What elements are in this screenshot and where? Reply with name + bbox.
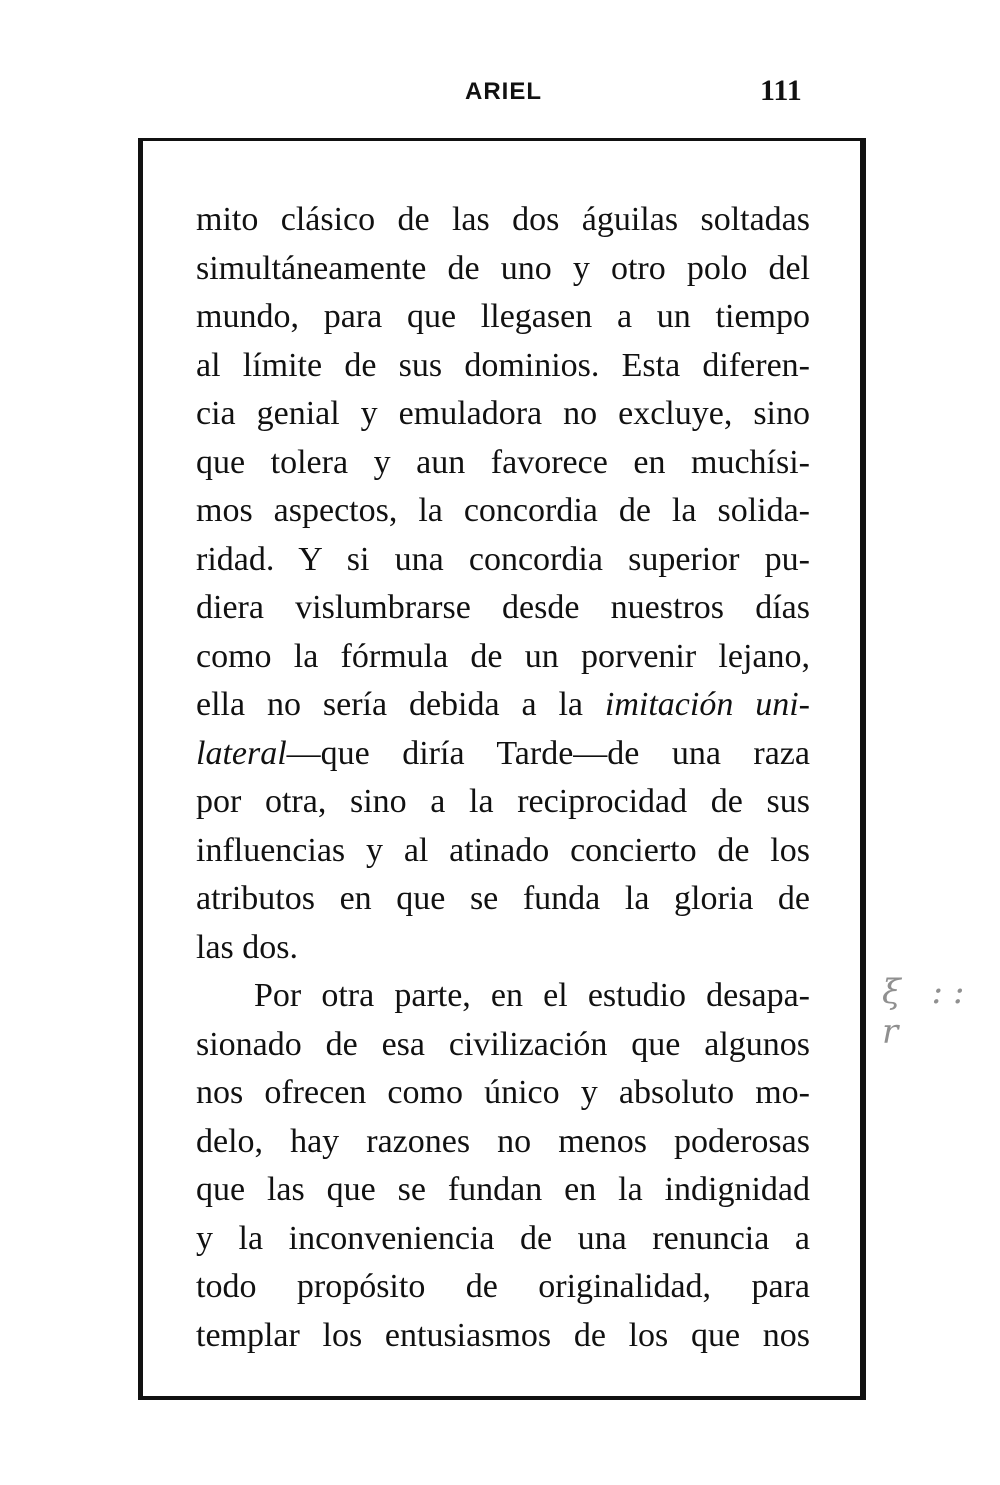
text-line: atributos en que se funda la gloria de [196, 880, 810, 917]
text-line: al límite de sus dominios. Esta diferen- [196, 346, 810, 384]
text-line: simultáneamente de uno y otro polo del [196, 249, 810, 287]
text-line: mito clásico de las dos águilas soltadas [196, 201, 810, 238]
text-line [196, 730, 810, 779]
text-line: sionado de esa civilización que algunos [196, 1025, 810, 1063]
text-line [196, 681, 810, 730]
text-line: mos aspectos, la concordia de la solida- [196, 492, 810, 529]
text-line: y la inconveniencia de una renuncia a [196, 1219, 810, 1257]
text-line: influencias y al atinado concierto de los [196, 831, 810, 869]
text-line: como la fórmula de un porvenir lejano, [196, 637, 810, 675]
italic-phrase: lateral [196, 734, 287, 772]
text-line: delo, hay razones no menos poderosas [196, 1122, 810, 1160]
text-line: cia genial y emuladora no excluye, sino [196, 395, 810, 432]
italic-phrase: imitación uni- [604, 686, 811, 723]
body-text [196, 196, 810, 1360]
handwritten-margin-note: ξ :: r [882, 972, 975, 1052]
text-line: ridad. Y si una concordia superior pu- [196, 540, 810, 578]
text-segment: —que diría Tarde—de una raza [286, 734, 810, 772]
text-line: que tolera y aun favorece en muchísi- [196, 443, 810, 481]
running-title: ARIEL [465, 78, 542, 105]
text-line: por otra, sino a la reciprocidad de sus [196, 783, 810, 820]
text-line: templar los entusiasmos de los que nos [196, 1316, 810, 1354]
text-line: nos ofrecen como único y absoluto mo- [196, 1074, 810, 1111]
text-line: todo propósito de originalidad, para [196, 1268, 810, 1305]
text-line: que las que se fundan en la indignidad [196, 1171, 810, 1208]
running-head [0, 70, 1000, 110]
paragraph-start-line: Por otra parte, en el estudio desapa- [254, 977, 810, 1014]
paragraph-end-line: las dos. [196, 928, 298, 966]
text-line: mundo, para que llegasen a un tiempo [196, 298, 810, 335]
text-line: diera vislumbrarse desde nuestros días [196, 589, 810, 626]
text-segment: ella no sería debida a la [196, 686, 605, 723]
page-number: 111 [760, 74, 802, 107]
